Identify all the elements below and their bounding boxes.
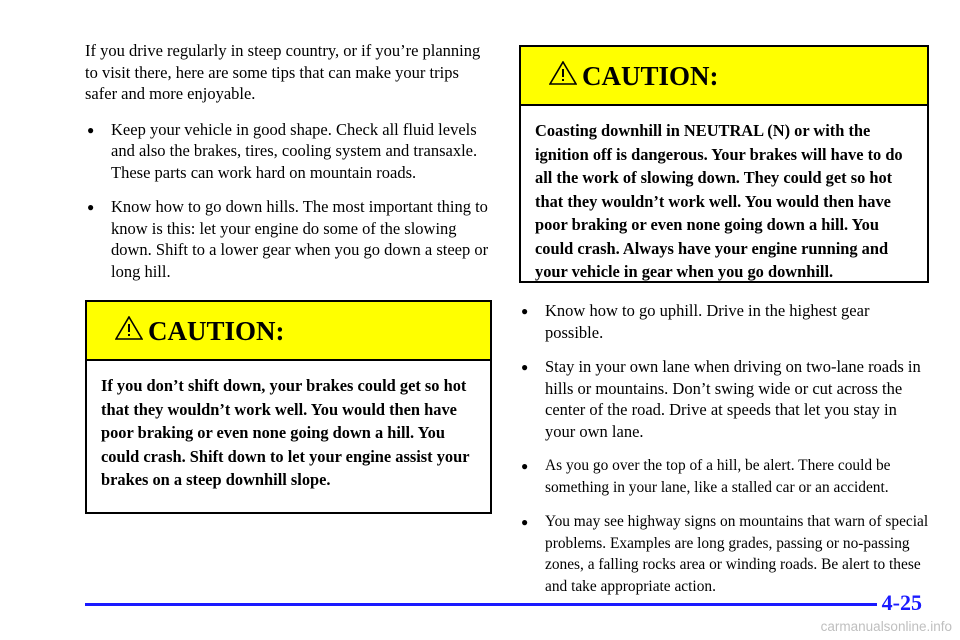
list-item — [519, 455, 931, 498]
list-item-text: Stay in your own lane when driving on two-lane roads in hills or mountains. Don’t swing wide or cut across the center of the road. Drive at speeds that let you stay in your own lane. — [545, 357, 921, 441]
list-item — [85, 119, 495, 184]
right-column — [519, 40, 931, 610]
left-column — [85, 40, 495, 514]
right-bullet-list — [519, 300, 931, 597]
bullet-icon: ● — [87, 200, 95, 214]
caution-box-downshift — [85, 300, 492, 514]
caution-title: CAUTION: — [582, 61, 719, 91]
page-number: 4-25 — [881, 590, 922, 615]
bullet-icon: ● — [87, 122, 95, 137]
list-item — [519, 300, 931, 343]
caution-title: CAUTION: — [148, 316, 285, 346]
caution-text: If you don’t shift down, your brakes could get so hot that they wouldn’t work well. You would then have poor braking or even none going down a hill. You could crash. Shift down to let your engine assist your brakes on a steep downhill slope. — [101, 376, 470, 489]
caution-header — [521, 47, 927, 106]
list-item-text: As you go over the top of a hill, be alert. There could be something in your lane, like a stalled car or an accident. — [545, 457, 891, 496]
footer-rule — [85, 603, 877, 606]
list-item-text: Know how to go uphill. Drive in the highest gear possible. — [545, 301, 870, 342]
caution-header — [87, 302, 490, 361]
bullet-icon: ● — [521, 304, 529, 318]
watermark: carmanualsonline.info — [820, 619, 952, 634]
bullet-icon: ● — [521, 360, 529, 374]
list-item-text: Know how to go down hills. The most important thing to know is this: let your engine do some of the slowing down. Shift to a lower gear when you go down a steep or long hill. — [111, 197, 489, 281]
list-item-text: You may see highway signs on mountains that warn of special problems. Examples are long grades, passing or no-passing zones, a falling rocks area or winding roads. Be alert to these and take appropriate action. — [545, 513, 929, 595]
warning-triangle-icon — [115, 316, 143, 340]
left-bullet-list — [85, 119, 495, 283]
list-item — [85, 196, 495, 282]
bullet-icon: ● — [521, 459, 529, 473]
caution-text: Coasting downhill in NEUTRAL (N) or with the ignition off is dangerous. Your brakes will have to do all the work of slowing down. They could get so hot that they wouldn’t work well. You would then have poor braking or even none going down a hill. You could crash. Always have your engine running and your vehicle in gear when you go downhill. — [535, 121, 903, 281]
warning-triangle-icon — [549, 61, 577, 85]
caution-box-coasting — [519, 45, 929, 283]
bullet-icon: ● — [521, 515, 529, 529]
intro-paragraph: If you drive regularly in steep country, or if you’re planning to visit there, here are some tips that can make your trips safer and more enjoyable. — [85, 41, 481, 103]
list-item — [519, 511, 931, 597]
list-item-text: Keep your vehicle in good shape. Check all fluid levels and also the brakes, tires, cooling system and transaxle. These parts can work hard on mountain roads. — [111, 119, 478, 182]
list-item — [519, 356, 931, 442]
